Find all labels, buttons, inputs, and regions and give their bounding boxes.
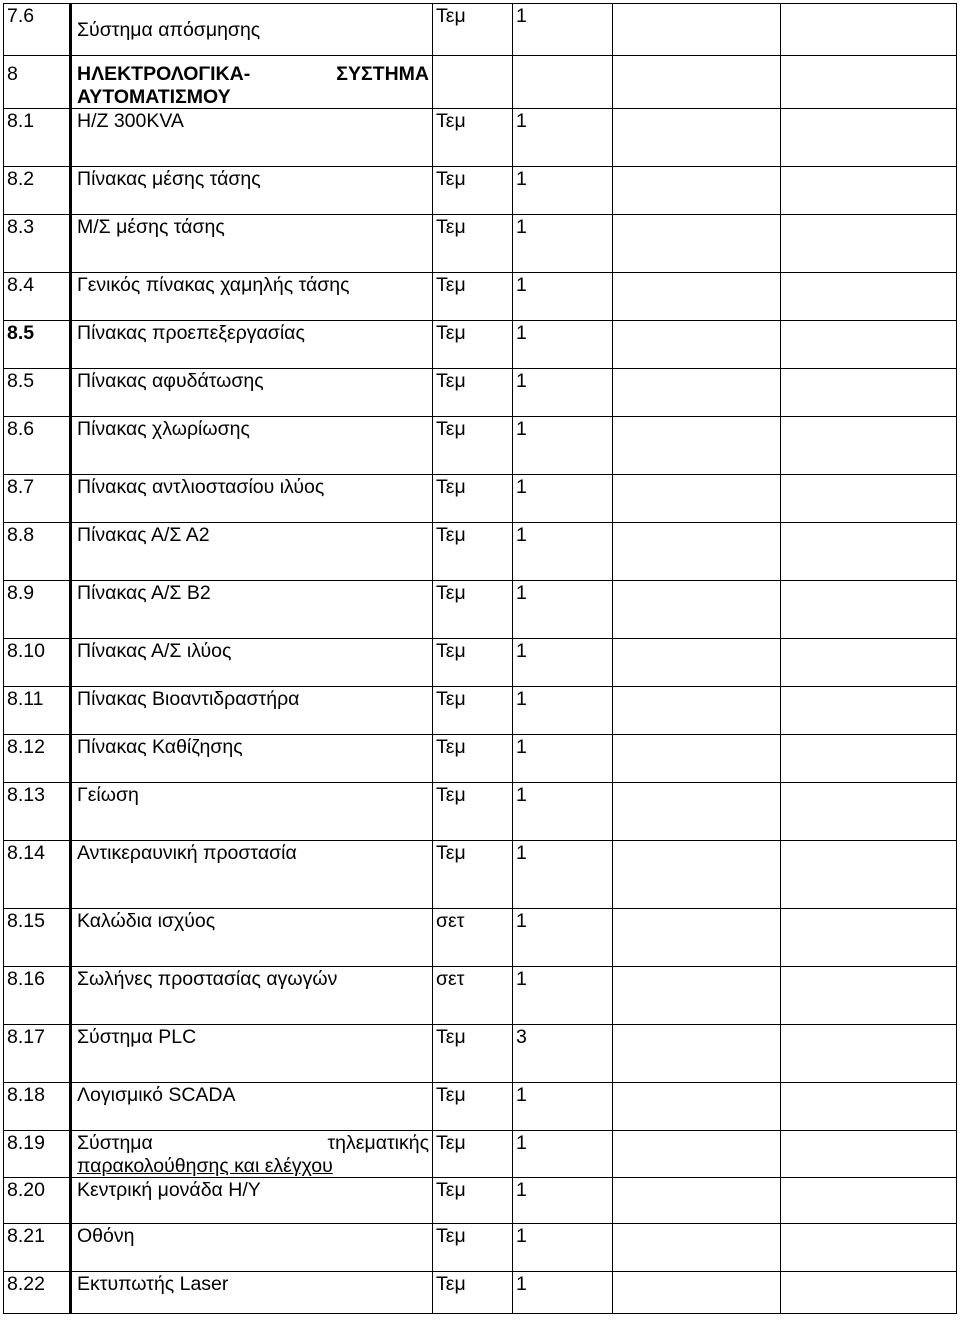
item-description-line1 <box>77 1131 429 1155</box>
total-price-cell <box>781 1131 957 1178</box>
item-quantity: 1 <box>513 1131 613 1178</box>
table-row <box>4 417 957 475</box>
total-price-cell <box>781 687 957 735</box>
item-unit: Τεμ <box>433 475 513 523</box>
item-unit: Τεμ <box>433 735 513 783</box>
item-quantity: 1 <box>513 321 613 369</box>
item-number: 8.15 <box>4 909 71 967</box>
table-row <box>4 1178 957 1224</box>
item-quantity: 1 <box>513 687 613 735</box>
item-description: Πίνακας Βιοαντιδραστήρα <box>71 687 433 735</box>
table-row <box>4 1131 957 1178</box>
item-quantity: 1 <box>513 523 613 581</box>
item-description: Πίνακας αφυδάτωσης <box>71 369 433 417</box>
unit-price-cell <box>613 841 781 909</box>
item-description: Μ/Σ μέσης τάσης <box>71 215 433 273</box>
item-description: Πίνακας Α/Σ ιλύος <box>71 639 433 687</box>
item-unit: Τεμ <box>433 841 513 909</box>
item-unit: σετ <box>433 967 513 1025</box>
item-quantity: 1 <box>513 783 613 841</box>
section-header-row <box>4 56 957 109</box>
total-price-cell <box>781 735 957 783</box>
item-number: 8.13 <box>4 783 71 841</box>
item-quantity: 1 <box>513 909 613 967</box>
table-row <box>4 523 957 581</box>
item-unit: Τεμ <box>433 321 513 369</box>
item-description: Πίνακας Καθίζησης <box>71 735 433 783</box>
unit-price-cell <box>613 369 781 417</box>
item-quantity: 1 <box>513 1272 613 1314</box>
item-description: Οθόνη <box>71 1224 433 1272</box>
item-number: 8.4 <box>4 273 71 321</box>
item-description: Πίνακας Α/Σ Α2 <box>71 523 433 581</box>
unit-price-cell <box>613 1025 781 1083</box>
item-quantity: 1 <box>513 735 613 783</box>
table-row <box>4 1083 957 1131</box>
total-price-cell <box>781 523 957 581</box>
item-number: 8.11 <box>4 687 71 735</box>
unit-price-cell <box>613 735 781 783</box>
table-row <box>4 1025 957 1083</box>
item-unit: Τεμ <box>433 417 513 475</box>
item-quantity: 1 <box>513 417 613 475</box>
item-quantity: 3 <box>513 1025 613 1083</box>
unit-price-cell <box>613 475 781 523</box>
item-unit: Τεμ <box>433 1083 513 1131</box>
item-quantity: 1 <box>513 369 613 417</box>
item-description: Πίνακας χλωρίωσης <box>71 417 433 475</box>
item-unit: Τεμ <box>433 523 513 581</box>
item-quantity: 1 <box>513 4 613 56</box>
table-row <box>4 167 957 215</box>
item-description: Η/Ζ 300KVA <box>71 109 433 167</box>
unit-price-cell <box>613 1272 781 1314</box>
total-price-cell <box>781 109 957 167</box>
unit-price-cell <box>613 56 781 109</box>
item-quantity: 1 <box>513 215 613 273</box>
item-quantity <box>513 56 613 109</box>
item-unit: Τεμ <box>433 1025 513 1083</box>
item-quantity: 1 <box>513 167 613 215</box>
item-description-part-b: τηλεματικής <box>327 1132 429 1154</box>
item-description-line2: παρακολούθησης και ελέγχου <box>77 1155 333 1177</box>
item-number: 8.6 <box>4 417 71 475</box>
item-description: Πίνακας αντλιοστασίου ιλύος <box>71 475 433 523</box>
item-number: 8.8 <box>4 523 71 581</box>
table-row <box>4 909 957 967</box>
item-quantity: 1 <box>513 1224 613 1272</box>
total-price-cell <box>781 1224 957 1272</box>
item-unit: Τεμ <box>433 109 513 167</box>
unit-price-cell <box>613 4 781 56</box>
table-row <box>4 273 957 321</box>
unit-price-cell <box>613 1083 781 1131</box>
item-unit: Τεμ <box>433 4 513 56</box>
item-number: 8.10 <box>4 639 71 687</box>
unit-price-cell <box>613 639 781 687</box>
table-row <box>4 4 957 56</box>
table-row <box>4 109 957 167</box>
item-number: 8.2 <box>4 167 71 215</box>
item-quantity: 1 <box>513 967 613 1025</box>
table-row <box>4 1272 957 1314</box>
total-price-cell <box>781 841 957 909</box>
item-description: Κεντρική μονάδα Η/Υ <box>71 1178 433 1224</box>
item-unit <box>433 56 513 109</box>
total-price-cell <box>781 1272 957 1314</box>
unit-price-cell <box>613 783 781 841</box>
unit-price-cell <box>613 417 781 475</box>
item-unit: σετ <box>433 909 513 967</box>
item-unit: Τεμ <box>433 639 513 687</box>
total-price-cell <box>781 167 957 215</box>
table-row <box>4 735 957 783</box>
total-price-cell <box>781 369 957 417</box>
item-description: Σωλήνες προστασίας αγωγών <box>71 967 433 1025</box>
unit-price-cell <box>613 1224 781 1272</box>
item-number: 8.5 <box>4 321 71 369</box>
item-description: Σύστημα PLC <box>71 1025 433 1083</box>
item-quantity: 1 <box>513 581 613 639</box>
item-description: Γενικός πίνακας χαμηλής τάσης <box>71 273 433 321</box>
total-price-cell <box>781 417 957 475</box>
item-unit: Τεμ <box>433 1224 513 1272</box>
section-number: 8 <box>4 56 71 109</box>
table-row <box>4 215 957 273</box>
item-quantity: 1 <box>513 841 613 909</box>
item-description: Πίνακας μέσης τάσης <box>71 167 433 215</box>
table-row <box>4 369 957 417</box>
item-quantity: 1 <box>513 475 613 523</box>
total-price-cell <box>781 639 957 687</box>
item-number: 8.20 <box>4 1178 71 1224</box>
section-title-line2: ΑΥΤΟΜΑΤΙΣΜΟΥ <box>77 86 231 108</box>
table-row <box>4 475 957 523</box>
item-number: 8.5 <box>4 369 71 417</box>
item-number: 8.21 <box>4 1224 71 1272</box>
section-title-part-b: ΣΥΣΤΗΜΑ <box>336 63 429 85</box>
item-description <box>71 1131 433 1178</box>
item-number: 8.1 <box>4 109 71 167</box>
unit-price-cell <box>613 321 781 369</box>
section-title <box>71 56 433 109</box>
item-number: 7.6 <box>4 4 71 56</box>
total-price-cell <box>781 967 957 1025</box>
unit-price-cell <box>613 687 781 735</box>
item-unit: Τεμ <box>433 1131 513 1178</box>
item-number: 8.17 <box>4 1025 71 1083</box>
table-row <box>4 687 957 735</box>
item-number: 8.9 <box>4 581 71 639</box>
table-row <box>4 783 957 841</box>
bill-of-quantities-table <box>3 3 957 1314</box>
unit-price-cell <box>613 909 781 967</box>
unit-price-cell <box>613 967 781 1025</box>
table-row <box>4 639 957 687</box>
item-description: Λογισμικό SCADA <box>71 1083 433 1131</box>
unit-price-cell <box>613 1131 781 1178</box>
unit-price-cell <box>613 167 781 215</box>
table-row <box>4 841 957 909</box>
item-quantity: 1 <box>513 639 613 687</box>
item-quantity: 1 <box>513 273 613 321</box>
total-price-cell <box>781 1178 957 1224</box>
item-description <box>71 4 433 56</box>
item-unit: Τεμ <box>433 687 513 735</box>
item-number: 8.16 <box>4 967 71 1025</box>
table-row <box>4 581 957 639</box>
item-unit: Τεμ <box>433 273 513 321</box>
item-unit: Τεμ <box>433 167 513 215</box>
total-price-cell <box>781 321 957 369</box>
item-number: 8.7 <box>4 475 71 523</box>
item-number: 8.18 <box>4 1083 71 1131</box>
total-price-cell <box>781 215 957 273</box>
item-description-text: Σύστημα απόσμησης <box>77 19 261 41</box>
item-unit: Τεμ <box>433 215 513 273</box>
total-price-cell <box>781 475 957 523</box>
item-number: 8.3 <box>4 215 71 273</box>
total-price-cell <box>781 1083 957 1131</box>
table-row <box>4 967 957 1025</box>
unit-price-cell <box>613 273 781 321</box>
item-unit: Τεμ <box>433 581 513 639</box>
item-description: Αντικεραυνική προστασία <box>71 841 433 909</box>
item-quantity: 1 <box>513 1083 613 1131</box>
section-title-part-a: ΗΛΕΚΤΡΟΛΟΓΙΚΑ- <box>77 63 251 85</box>
unit-price-cell <box>613 215 781 273</box>
item-unit: Τεμ <box>433 783 513 841</box>
unit-price-cell <box>613 523 781 581</box>
unit-price-cell <box>613 581 781 639</box>
total-price-cell <box>781 56 957 109</box>
item-quantity: 1 <box>513 1178 613 1224</box>
item-description: Πίνακας προεπεξεργασίας <box>71 321 433 369</box>
item-unit: Τεμ <box>433 1178 513 1224</box>
unit-price-cell <box>613 1178 781 1224</box>
item-description-part-a: Σύστημα <box>77 1132 153 1154</box>
total-price-cell <box>781 581 957 639</box>
item-number: 8.22 <box>4 1272 71 1314</box>
total-price-cell <box>781 783 957 841</box>
item-number: 8.12 <box>4 735 71 783</box>
item-description: Εκτυπωτής Laser <box>71 1272 433 1314</box>
item-description: Πίνακας Α/Σ Β2 <box>71 581 433 639</box>
item-quantity: 1 <box>513 109 613 167</box>
item-description: Καλώδια ισχύος <box>71 909 433 967</box>
item-unit: Τεμ <box>433 1272 513 1314</box>
unit-price-cell <box>613 109 781 167</box>
item-description: Γείωση <box>71 783 433 841</box>
item-number: 8.14 <box>4 841 71 909</box>
table-row <box>4 1224 957 1272</box>
total-price-cell <box>781 1025 957 1083</box>
section-title-line1 <box>77 62 429 86</box>
total-price-cell <box>781 273 957 321</box>
total-price-cell <box>781 909 957 967</box>
item-number: 8.19 <box>4 1131 71 1178</box>
table-row <box>4 321 957 369</box>
item-unit: Τεμ <box>433 369 513 417</box>
total-price-cell <box>781 4 957 56</box>
